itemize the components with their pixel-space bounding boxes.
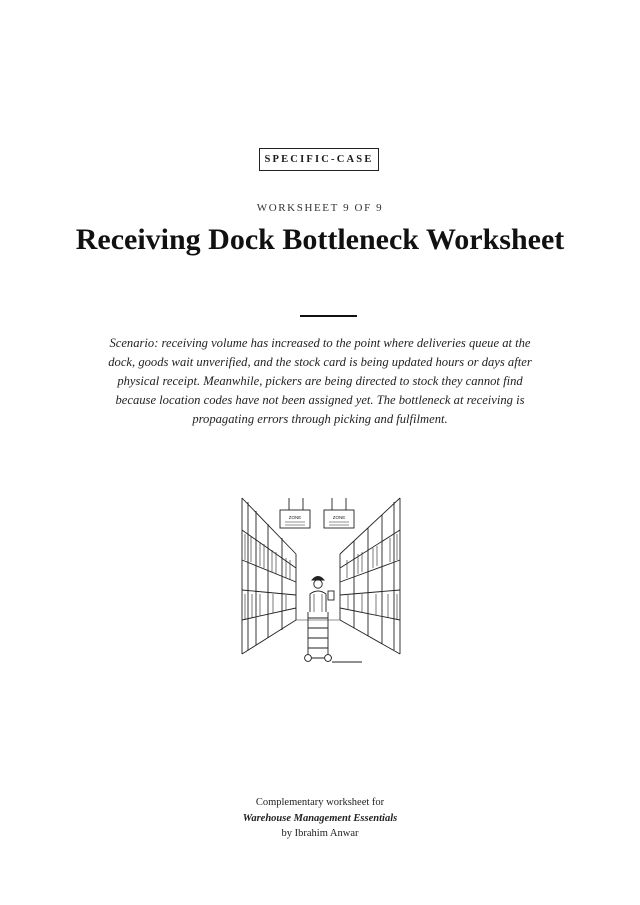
left-shelving — [242, 498, 296, 654]
worksheet-counter: WORKSHEET 9 OF 9 — [256, 202, 384, 214]
worker-with-hand-truck — [305, 577, 334, 662]
footer-credit — [0, 795, 640, 842]
author-line: by Ibrahim Anwar — [281, 828, 359, 839]
footer-line: Complementary worksheet for — [255, 797, 385, 808]
category-badge: SPECIFIC-CASE — [259, 148, 379, 171]
warehouse-aisle-illustration — [236, 494, 406, 666]
zone-sign-right — [324, 498, 354, 528]
book-title: Warehouse Management Essentials — [242, 812, 398, 824]
title-divider — [300, 315, 357, 317]
page-title: Receiving Dock Bottleneck Worksheet — [75, 223, 565, 256]
svg-text:ZONE: ZONE — [332, 515, 346, 520]
scenario-text: Scenario: receiving volume has increased to the point where deliveries queue at the dock, goods wait unverified, and the stock card is being updated hours or days after physical receipt. Meanwhile, pickers are being directed to stock they cannot find because location codes have not been assigned yet. The bottleneck at receiving is propagating errors through picking and fulfilment. — [108, 336, 532, 426]
svg-text:ZONE: ZONE — [288, 515, 302, 520]
right-shelving — [340, 498, 400, 654]
zone-sign-left — [280, 498, 310, 528]
